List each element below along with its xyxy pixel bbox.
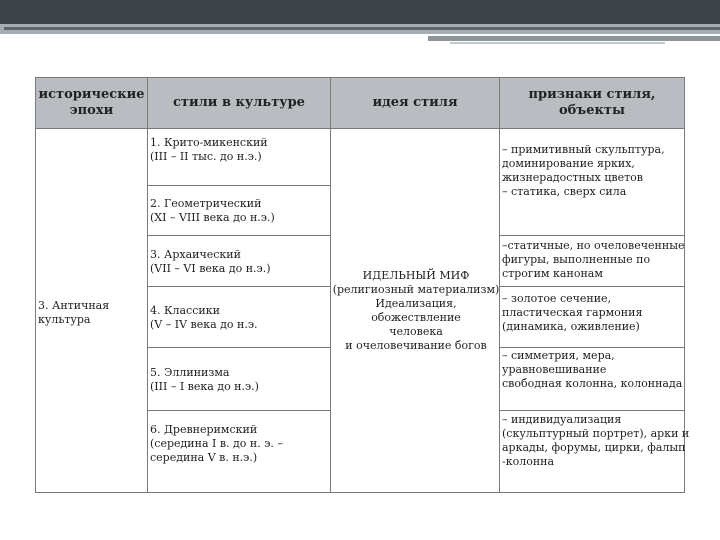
style-cell <box>147 235 331 287</box>
epoch-cell <box>35 128 148 493</box>
style-cell <box>147 185 331 236</box>
style-cell <box>147 347 331 411</box>
header-epochs <box>35 77 148 129</box>
header-signs-line: объекты <box>558 103 626 118</box>
header-styles-text: стили в культуре <box>173 95 305 110</box>
header-idea <box>330 77 500 129</box>
style-line: 4. Классики <box>150 304 220 317</box>
header-styles <box>147 77 331 129</box>
signs-line: жизнерадостных цветов <box>502 171 643 184</box>
style-cell <box>147 286 331 348</box>
header-epochs-line: исторические <box>38 87 145 102</box>
signs-line: аркады, форумы, цирки, фалып <box>502 441 686 454</box>
signs-cell <box>499 235 685 287</box>
header-signs <box>499 77 685 129</box>
signs-cell <box>499 286 685 348</box>
style-line: 1. Крито-микенский <box>150 136 268 149</box>
style-line: (III – II тыс. до н.э.) <box>150 150 262 163</box>
idea-line: и очеловечивание богов <box>345 339 487 352</box>
signs-line: (динамика, оживление) <box>502 320 640 333</box>
style-line: 2. Геометрический <box>150 197 262 210</box>
signs-line: – статика, сверх сила <box>502 185 627 198</box>
signs-cell <box>499 410 690 493</box>
signs-cell <box>499 128 685 236</box>
idea-line: человека <box>389 325 443 338</box>
style-line: 5. Эллинизма <box>150 366 230 379</box>
signs-line: – золотое сечение, <box>502 292 612 305</box>
style-line: (III – I века до н.э.) <box>150 380 259 393</box>
signs-line: – симметрия, мера, <box>502 349 615 362</box>
signs-line: – индивидуализация <box>502 413 622 426</box>
signs-line: уравновешивание <box>502 363 607 376</box>
signs-line: (скульптурный портрет), арки и <box>502 427 690 440</box>
epoch-line: 3. Античная <box>38 299 110 312</box>
header-signs-line: признаки стиля, <box>528 87 656 102</box>
epoch-line: культура <box>38 313 91 326</box>
idea-line: Идеализация, обожествление <box>371 297 461 324</box>
accent-bar <box>428 36 720 41</box>
signs-line: фигуры, выполненные по <box>502 253 651 266</box>
style-line: (V – IV века до н.э. <box>150 318 258 331</box>
style-line: (VII – VI века до н.э.) <box>150 262 271 275</box>
signs-line: пластическая гармония <box>502 306 643 319</box>
title-bar <box>0 0 720 24</box>
signs-line: –статичные, но очеловеченные <box>502 239 685 252</box>
signs-line: строгим канонам <box>502 267 603 280</box>
signs-line: свободная колонна, колоннада <box>502 377 683 390</box>
header-epochs-line: эпохи <box>69 103 114 118</box>
idea-line: ИДЕЛЬНЫЙ МИФ <box>362 269 470 282</box>
accent-underline <box>450 42 665 44</box>
style-line: (XI – VIII века до н.э.) <box>150 211 275 224</box>
idea-cell <box>330 128 500 493</box>
style-line: 6. Древнеримский <box>150 423 258 436</box>
style-line: середина V в. н.э.) <box>150 451 258 464</box>
signs-line: доминирование ярких, <box>502 157 635 170</box>
style-line: 3. Архаический <box>150 248 241 261</box>
header-idea-text: идея стиля <box>372 95 458 110</box>
culture-table <box>35 77 690 493</box>
signs-line: – примитивный скульптура, <box>502 143 665 156</box>
idea-line: (религиозный материализм) <box>332 283 500 296</box>
accent-line <box>4 27 720 30</box>
style-cell <box>147 128 331 186</box>
signs-cell <box>499 347 685 411</box>
style-line: (середина I в. до н. э. – <box>150 437 283 450</box>
signs-line: -колонна <box>502 455 555 468</box>
style-cell <box>147 410 331 493</box>
